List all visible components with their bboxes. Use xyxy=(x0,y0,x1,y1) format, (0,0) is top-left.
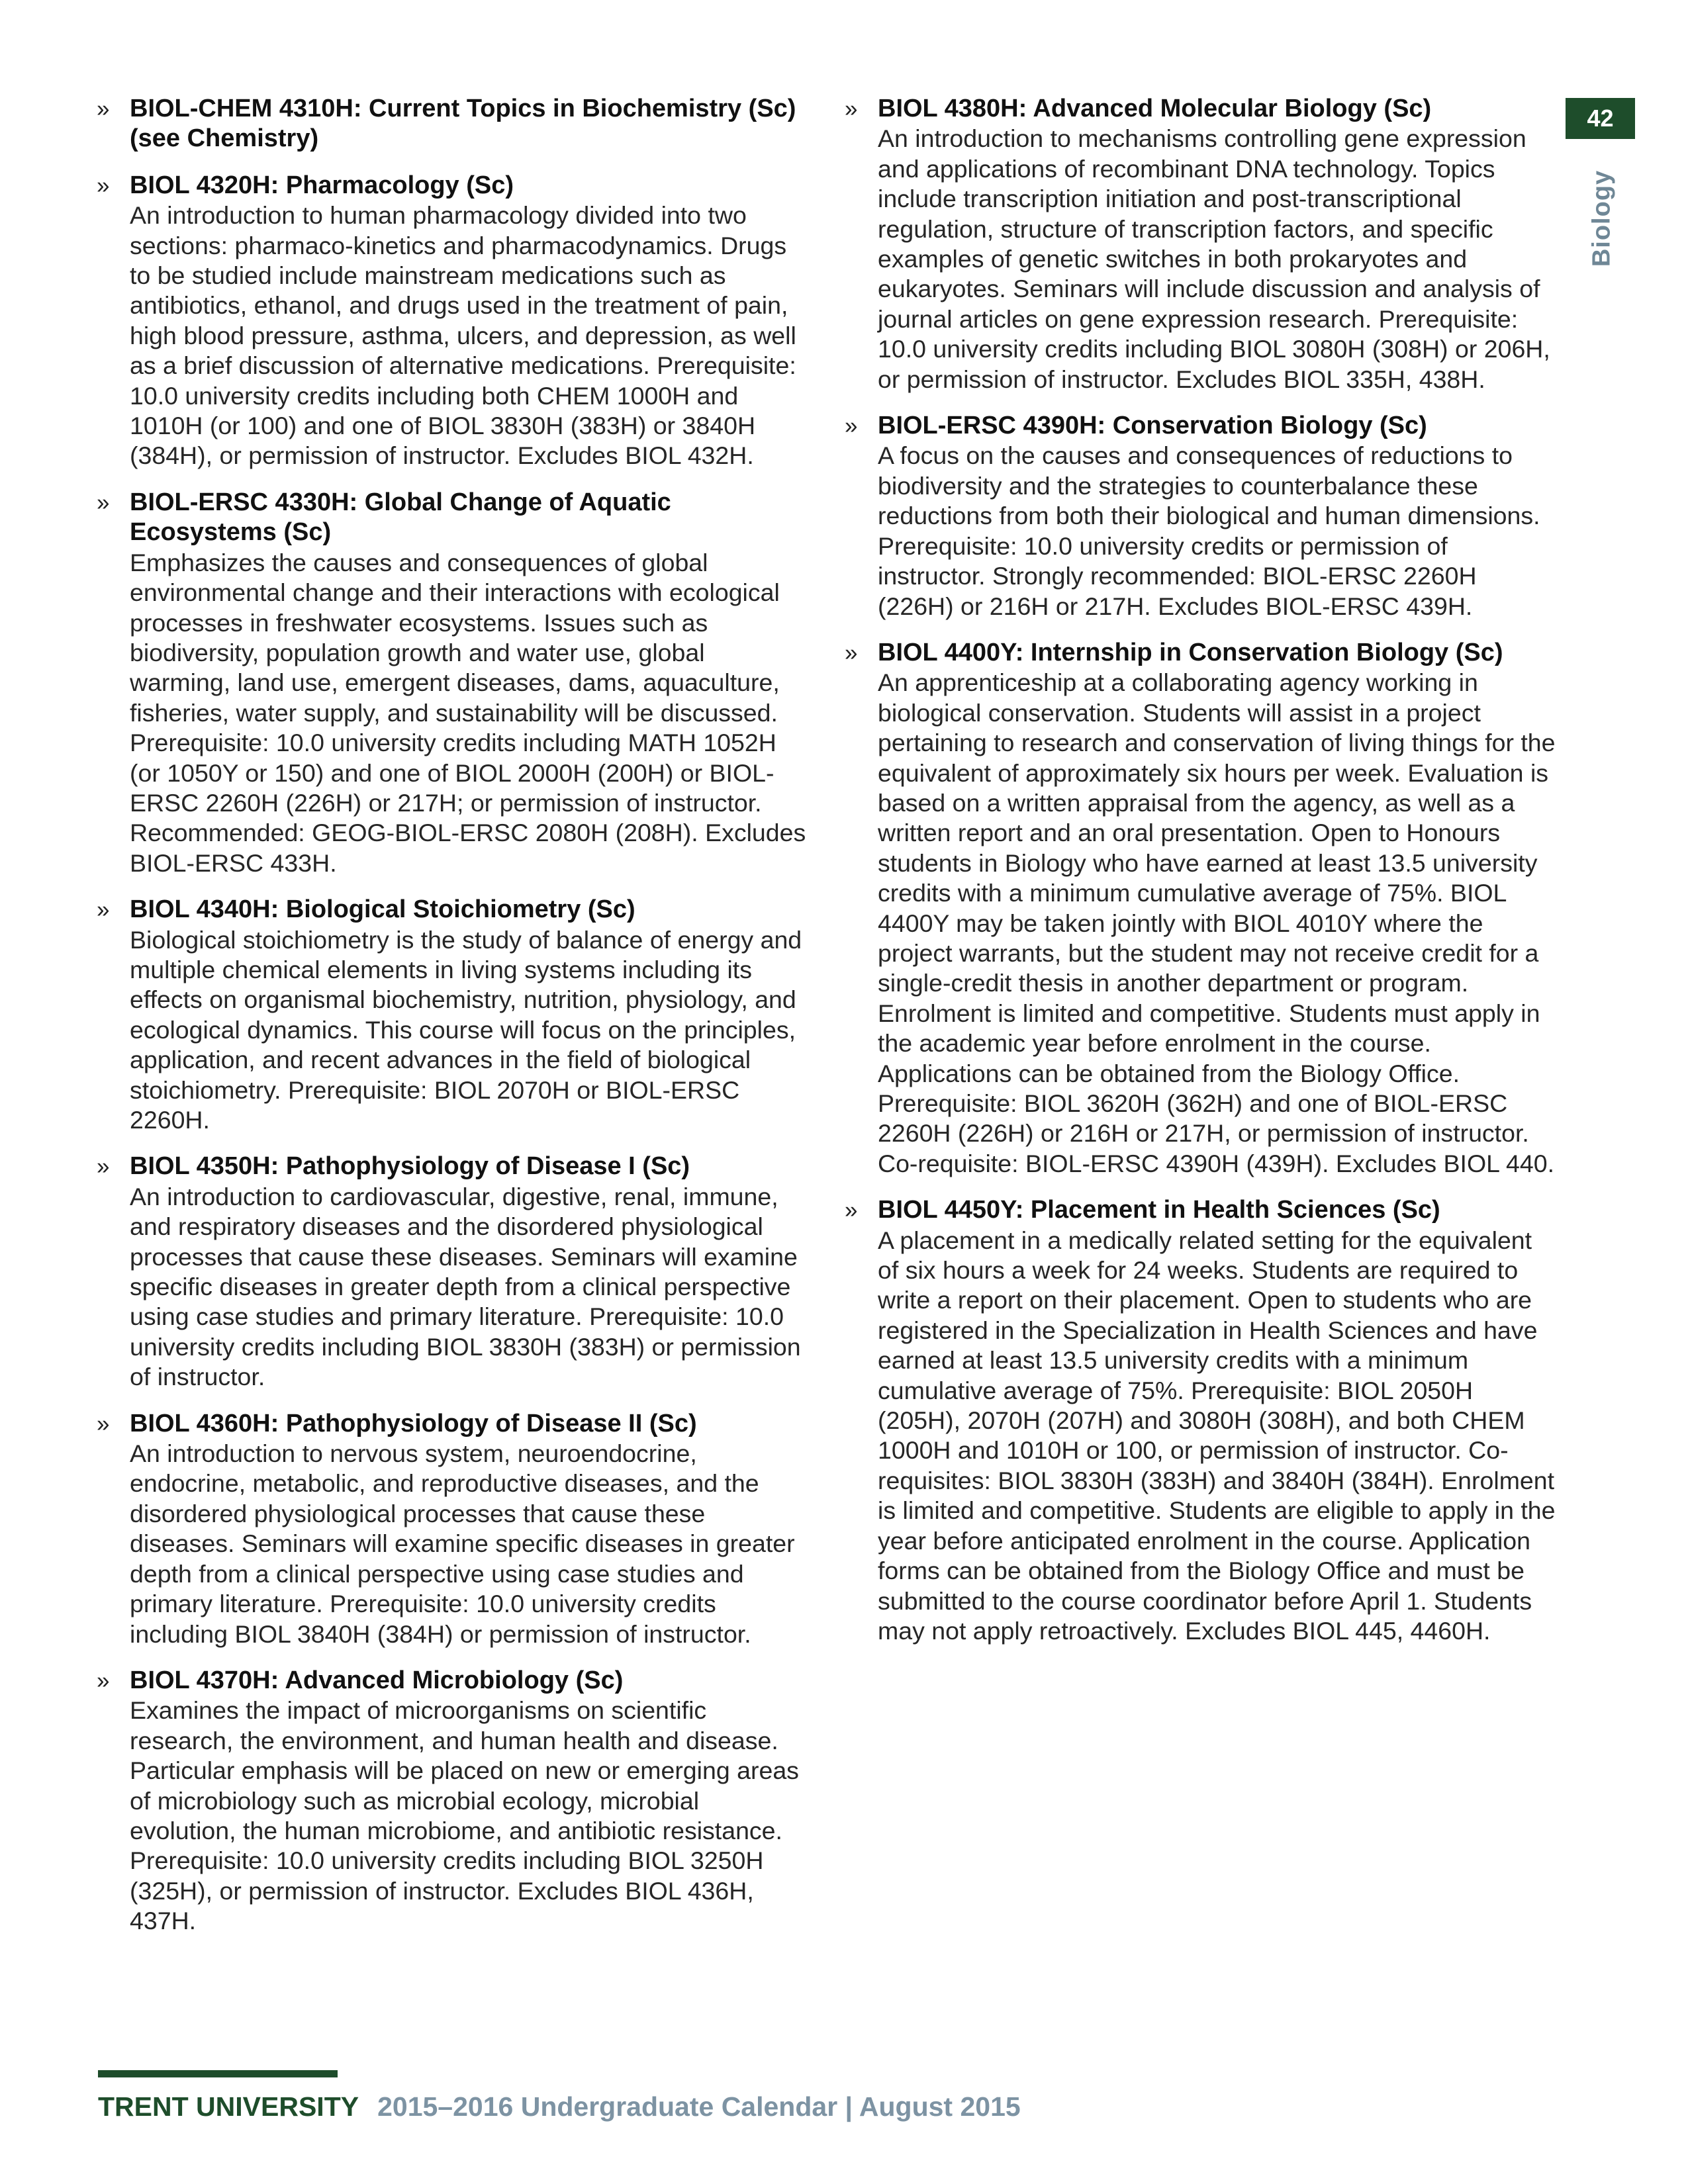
bullet-icon: » xyxy=(97,897,110,923)
bullet-icon: » xyxy=(97,96,110,122)
course-entry xyxy=(93,1152,808,1392)
course-entry xyxy=(93,488,808,878)
right-column xyxy=(841,94,1556,1662)
footer xyxy=(98,2091,1021,2122)
course-description: Biological stoichiometry is the study of balance of energy and multiple chemical elements in living systems including its effects on organismal biochemistry, nutrition, physiology, and ecological dynamics. This course will focus on the principles, application, and recent advances in the field of biological stoichiometry. Prerequisite: BIOL 2070H or BIOL-ERSC 2260H. xyxy=(130,925,802,1134)
bullet-icon: » xyxy=(845,96,858,122)
course-title: BIOL 4350H: Pathophysiology of Disease I (Sc) xyxy=(130,1152,690,1181)
course-description: An introduction to human pharmacology divided into two sections: pharmaco-kinetics and pharmacodynamics. Drugs to be studied include mainstream medications such as antibiotics, ethanol, and drugs used in the treatment of pain, high blood pressure, asthma, ulcers, and depression, as well as a brief discussion of alternative medications. Prerequisite: 10.0 university credits including both CHEM 1000H and 1010H (or 100) and one of BIOL 3830H (383H) or 3840H (384H), or permission of instructor. Excludes BIOL 432H. xyxy=(130,201,796,470)
course-description: An introduction to mechanisms controlling gene expression and applications of recombinant DNA technology. Topics include transcription initiation and post-transcriptional regulation, structure of transcription factors, and specific examples of genetic switches in both prokaryotes and eukaryotes. Seminars will include discussion and analysis of journal articles on gene expression research. Prerequisite: 10.0 university credits including BIOL 3080H (308H) or 206H, or permission of instructor. Excludes BIOL 335H, 438H. xyxy=(878,124,1550,393)
course-entry xyxy=(841,411,1556,621)
course-entry xyxy=(93,1409,808,1649)
bullet-icon: » xyxy=(97,1154,110,1180)
course-title: BIOL 4360H: Pathophysiology of Disease II (Sc) xyxy=(130,1409,697,1437)
course-title: BIOL-CHEM 4310H: Current Topics in Biochemistry (Sc) (see Chemistry) xyxy=(130,95,796,153)
course-entry xyxy=(93,94,808,154)
course-description: A placement in a medically related setting for the equivalent of six hours a week for 24 weeks. Students are required to write a report on their placement. Open to students who are registered in the Specialization in Health Sciences and have earned at least 13.5 university credits with a minimum cumulative average of 75%. Prerequisite: BIOL 2050H (205H), 2070H (207H) and 3080H (308H), and both CHEM 1000H and 1010H or 100, or permission of instructor. Co-requisites: BIOL 3830H (383H) and 3840H (384H). Enrolment is limited and competitive. Students are eligible to apply in the year before anticipated enrolment in the course. Application forms can be obtained from the Biology Office and must be submitted to the course coordinator before April 1. Students may not apply retroactively. Excludes BIOL 445, 4460H. xyxy=(878,1226,1556,1645)
bullet-icon: » xyxy=(845,413,858,439)
course-description: An apprenticeship at a collaborating agency working in biological conservation. Students will assist in a project pertaining to research and conservation of living things for the equivalent of approximately six hours per week. Evaluation is based on a written appraisal from the agency, as well as a written report and an oral presentation. Open to Honours students in Biology who have earned at least 13.5 university credits with a minimum cumulative average of 75%. BIOL 4400Y may be taken jointly with BIOL 4010Y where the project warrants, but the student may not receive credit for a single-credit thesis in another department or program. Enrolment is limited and competitive. Students must apply in the academic year before enrolment in the course. Applications can be obtained from the Biology Office. Prerequisite: BIOL 3620H (362H) and one of BIOL-ERSC 2260H (226H) or 216H or 217H, or permission of instructor. Co-requisite: BIOL-ERSC 4390H (439H). Excludes BIOL 440. xyxy=(878,668,1556,1177)
course-entry xyxy=(841,94,1556,394)
footer-rule xyxy=(98,2070,338,2077)
bullet-icon: » xyxy=(97,489,110,516)
course-description: Emphasizes the causes and consequences of global environmental change and their interactions with ecological processes in freshwater ecosystems. Issues such as biodiversity, population growth and water use, global warming, land use, emergent diseases, dams, aquaculture, fisheries, water supply, and sustainability will be discussed. Prerequisite: 10.0 university credits including MATH 1052H (or 1050Y or 150) and one of BIOL 2000H (200H) or BIOL-ERSC 2260H (226H) or 217H; or permission of instructor. Recommended: GEOG-BIOL-ERSC 2080H (208H). Excludes BIOL-ERSC 433H. xyxy=(130,548,806,877)
course-title: BIOL 4320H: Pharmacology (Sc) xyxy=(130,171,514,199)
course-entry xyxy=(93,171,808,471)
bullet-icon: » xyxy=(97,1667,110,1694)
course-entry xyxy=(841,1195,1556,1646)
bullet-icon: » xyxy=(845,639,858,666)
bullet-icon: » xyxy=(97,172,110,199)
course-description: An introduction to nervous system, neuroendocrine, endocrine, metabolic, and reproductive diseases, and the disordered physiological processes that cause these diseases. Seminars will examine specific diseases in greater depth from a clinical perspective using case studies and primary literature. Prerequisite: 10.0 university credits including BIOL 3840H (384H) or permission of instructor. xyxy=(130,1439,795,1648)
course-title: BIOL-ERSC 4390H: Conservation Biology (Sc) xyxy=(878,412,1427,440)
course-description: An introduction to cardiovascular, digestive, renal, immune, and respiratory diseases and the disordered physiological processes that cause these diseases. Seminars will examine specific diseases in greater depth from a clinical perspective using case studies and primary literature. Prerequisite: 10.0 university credits including BIOL 3830H (383H) or permission of instructor. xyxy=(130,1182,801,1391)
course-description: Examines the impact of microorganisms on scientific research, the environment, and human health and disease. Particular emphasis will be placed on new or emerging areas of microbiology such as microbial ecology, microbial evolution, the human microbiome, and antibiotic resistance. Prerequisite: 10.0 university credits including BIOL 3250H (325H), or permission of instructor. Excludes BIOL 436H, 437H. xyxy=(130,1696,799,1935)
course-title: BIOL 4370H: Advanced Microbiology (Sc) xyxy=(130,1666,624,1694)
section-label: Biology xyxy=(1587,169,1616,267)
footer-calendar: 2015–2016 Undergraduate Calendar | August 2015 xyxy=(377,2091,1021,2122)
footer-university: TRENT UNIVERSITY xyxy=(98,2091,359,2122)
course-title: BIOL 4380H: Advanced Molecular Biology (Sc) xyxy=(878,95,1432,122)
course-entry xyxy=(841,638,1556,1179)
course-title: BIOL 4450Y: Placement in Health Sciences (Sc) xyxy=(878,1196,1440,1224)
course-entry xyxy=(93,1666,808,1936)
bullet-icon: » xyxy=(845,1197,858,1224)
course-title: BIOL 4340H: Biological Stoichiometry (Sc) xyxy=(130,895,635,924)
course-title: BIOL-ERSC 4330H: Global Change of Aquatic Ecosystems (Sc) xyxy=(130,488,671,547)
course-title: BIOL 4400Y: Internship in Conservation Biology (Sc) xyxy=(878,638,1503,666)
left-column xyxy=(93,94,808,1953)
course-description: A focus on the causes and consequences of reductions to biodiversity and the strategies to counterbalance these reductions from both their biological and human dimensions. Prerequisite: 10.0 university credits or permission of instructor. Strongly recommended: BIOL-ERSC 2260H (226H) or 216H or 217H. Excludes BIOL-ERSC 439H. xyxy=(878,441,1540,620)
page-number-badge: 42 xyxy=(1566,98,1635,139)
bullet-icon: » xyxy=(97,1410,110,1437)
course-entry xyxy=(93,895,808,1135)
